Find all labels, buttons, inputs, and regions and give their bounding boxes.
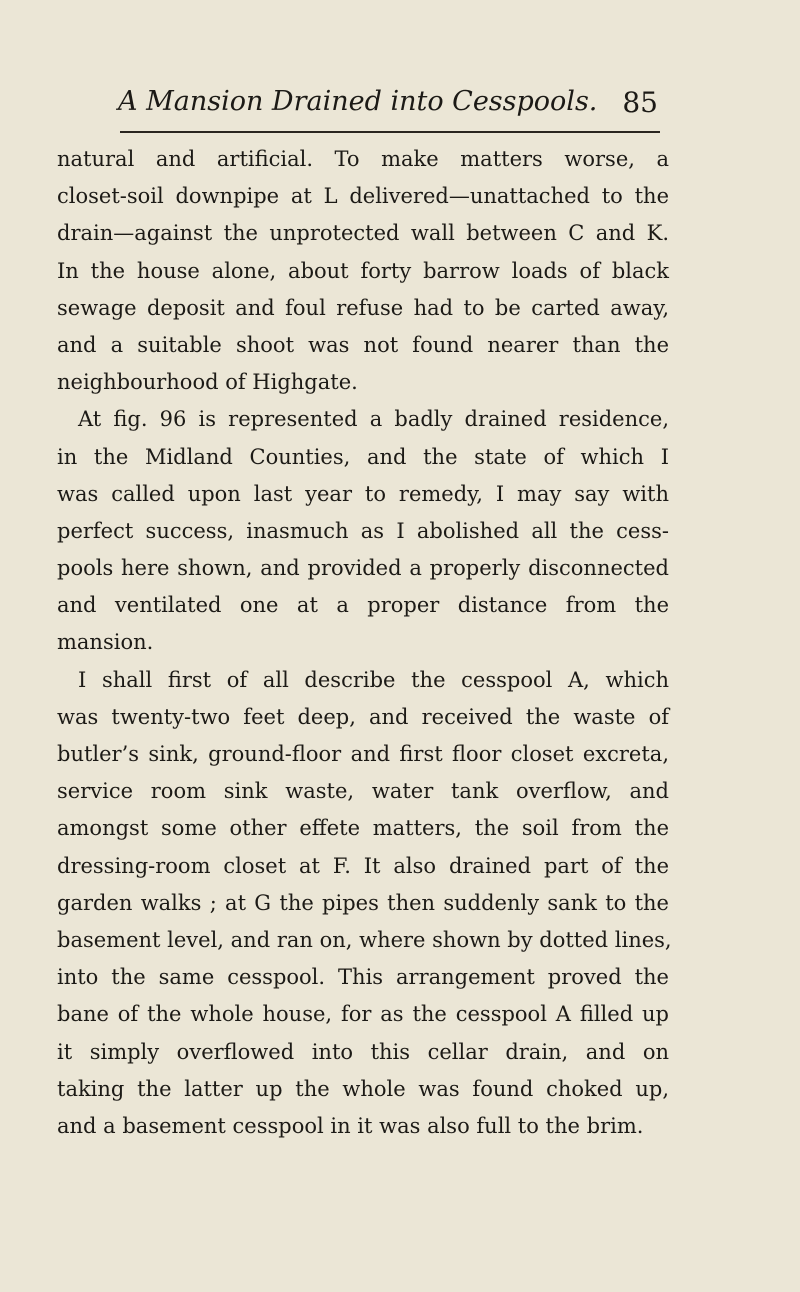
text-line: bane of the whole house, for as the cesspool A filled up [57, 1002, 669, 1027]
text-line: and a basement cesspool in it was also full to the brim. [57, 1113, 644, 1138]
text-line: into the same cesspool. This arrangement proved the [57, 965, 669, 990]
page-number: 85 [622, 86, 658, 119]
text-line: service room sink waste, water tank overflow, and [57, 779, 669, 804]
text-line: I shall first of all describe the cesspool A, which [78, 667, 669, 692]
text-line: in the Midland Counties, and the state of which I [57, 444, 669, 469]
text-line: amongst some other effete matters, the soil from the [57, 816, 669, 841]
text-line: In the house alone, about forty barrow loads of black [57, 258, 669, 283]
text-line: closet-soil downpipe at L delivered—unattached to the [57, 184, 669, 209]
text-line: neighbourhood of Highgate. [57, 370, 358, 395]
text-line: sewage deposit and foul refuse had to be carted away, [57, 295, 669, 320]
text-line: mansion. [57, 630, 154, 655]
header-rule [120, 131, 660, 133]
text-line: perfect success, inasmuch as I abolished all the cess- [57, 518, 669, 543]
text-line: taking the latter up the whole was found choked up, [57, 1076, 669, 1101]
text-line: natural and artificial. To make matters worse, a [57, 147, 669, 171]
text-line: it simply overflowed into this cellar drain, and on [57, 1039, 669, 1064]
text-line: and a suitable shoot was not found nearer than the [57, 332, 669, 357]
body-text [57, 141, 672, 1145]
text-line: garden walks ; at G the pipes then suddenly sank to the [57, 890, 669, 915]
text-line: was twenty-two feet deep, and received the waste of [57, 704, 669, 729]
text-line: pools here shown, and provided a properly disconnected [57, 556, 669, 581]
text-line: was called upon last year to remedy, I may say with [57, 481, 669, 506]
text-line: drain—against the unprotected wall between C and K. [57, 221, 669, 246]
running-head [118, 86, 658, 130]
text-line: dressing-room closet at F. It also drained part of the [57, 853, 669, 878]
text-line: At fig. 96 is represented a badly drained residence, [78, 407, 669, 432]
text-line: and ventilated one at a proper distance from the [57, 593, 669, 618]
running-title: A Mansion Drained into Cesspools. [118, 86, 598, 117]
text-line: basement level, and ran on, where shown by dotted lines, [57, 927, 672, 952]
text-line: butler’s sink, ground-floor and first floor closet excreta, [57, 742, 669, 766]
